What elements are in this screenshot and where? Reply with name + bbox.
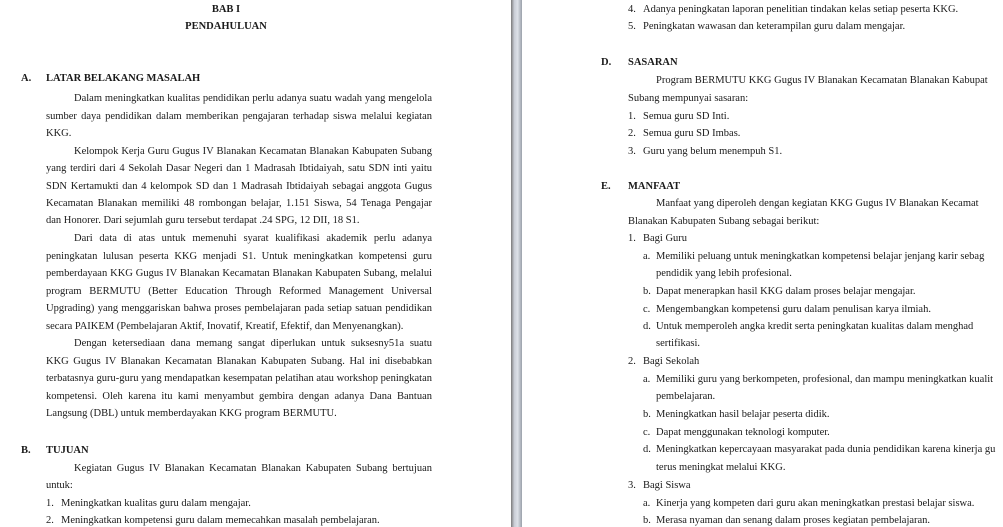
list-item: Merasa nyaman dan senang dalam proses kegiatan pembelajaran. — [656, 515, 931, 526]
paragraph-line: terbatasnya guru-guru yang mendapatkan kesempatan pelatihan atau workshop peningkatan — [46, 373, 432, 384]
list-letter: d. — [643, 321, 651, 332]
paragraph-line: Dengan ketersediaan dana memang sangat diperlukan untuk suksesny51a suatu — [74, 338, 432, 349]
paragraph-line: SDN Kertamukti dan 4 kelompok SD dan 1 Madrasah Ibtidaiyah sebagai anggota Gugus — [46, 181, 432, 192]
paragraph-line: Kecamatan Blanakan memiliki 48 rombongan belajar, 1.151 Siswa, 54 Tenaga Pengajar — [46, 198, 432, 209]
list-number: 1. — [46, 498, 54, 509]
paragraph-line: KKG. — [46, 128, 72, 139]
section-d-title: SASARAN — [628, 57, 678, 68]
list-item: Kinerja yang kompeten dari guru akan meningkatkan prestasi belajar siswa. — [656, 498, 975, 509]
chapter-title: PENDAHULUAN — [185, 21, 267, 32]
list-item: terus meningkat melalui KKG. — [656, 462, 786, 473]
list-item: Semua guru SD Inti. — [643, 111, 730, 122]
paragraph-line: untuk: — [46, 480, 73, 491]
list-item: Meningkatkan kompetensi guru dalam memecahkan masalah pembelajaran. — [61, 515, 380, 526]
list-number: 2. — [46, 515, 54, 526]
list-letter: a. — [643, 498, 651, 509]
paragraph-line: Upgrading) yang menggariskan bahwa proses pembelajaran pada setiap satuan pendidikan — [46, 303, 432, 314]
section-d-label: D. — [601, 57, 612, 68]
list-item: Meningkatkan hasil belajar peserta didik. — [656, 409, 830, 420]
paragraph-line: Dalam meningkatkan kualitas pendidikan perlu adanya suatu wadah yang mengelola — [74, 93, 432, 104]
paragraph-line: Subang mempunyai sasaran: — [628, 93, 749, 104]
paragraph-line: Manfaat yang diperoleh dengan kegiatan KKG Gugus IV Blanakan Kecamat — [656, 198, 979, 209]
paragraph-line: KKG Gugus IV Blanakan Kecamatan Blanakan Kabupaten Subang. Hal ini disebabkan — [46, 356, 432, 367]
section-a-title: LATAR BELAKANG MASALAH — [46, 73, 201, 84]
list-number: 1. — [628, 111, 636, 122]
list-item: Untuk memperoleh angka kredit serta peningkatan kualitas dalam menghad — [656, 321, 974, 332]
section-b-title: TUJUAN — [46, 445, 89, 456]
paragraph-line: Langsung (DBL) untuk memberdayakan KKG program BERMUTU. — [46, 408, 337, 419]
paragraph-line: program BERMUTU (Better Education Through Reformed Management Universal — [46, 286, 432, 297]
list-number: 2. — [628, 128, 636, 139]
list-item: Guru yang belum menempuh S1. — [643, 146, 783, 157]
list-number: 5. — [628, 21, 636, 32]
list-number: 4. — [628, 4, 636, 15]
paragraph-line: dan Honorer. Dari sejumlah guru tersebut terdapat .24 SPG, 12 DII, 18 S1. — [46, 215, 360, 226]
list-item: Memiliki guru yang berkompeten, profesional, dan mampu meningkatkan kualit — [656, 374, 994, 385]
list-letter: a. — [643, 374, 651, 385]
section-a-label: A. — [21, 73, 32, 84]
list-letter: b. — [643, 515, 651, 526]
document-page-right — [522, 0, 1003, 527]
list-number: 3. — [628, 480, 636, 491]
paragraph-line: pemberdayaan KKG Gugus IV Blanakan Kecamatan Blanakan Kabupaten Subang, melalui — [46, 268, 432, 279]
list-number: 1. — [628, 233, 636, 244]
paragraph-line: Kegiatan Gugus IV Blanakan Kecamatan Blanakan Kabupaten Subang bertujuan — [74, 463, 432, 474]
list-item: Meningkatkan kualitas guru dalam mengajar. — [61, 498, 251, 509]
paragraph-line: sumber daya pendidikan dalam memberikan pengajaran terhadap siswa melalui kegiatan — [46, 111, 432, 122]
list-letter: a. — [643, 251, 651, 262]
list-heading: Bagi Guru — [643, 233, 688, 244]
paragraph-line: secara PAIKEM (Pembelajaran Aktif, Inovatif, Kreatif, Efektif, dan Menyenangkan). — [46, 321, 404, 332]
list-letter: c. — [643, 427, 651, 438]
chapter-number: BAB I — [211, 4, 241, 15]
list-number: 3. — [628, 146, 636, 157]
list-item: Semua guru SD Imbas. — [643, 128, 741, 139]
page-gutter — [511, 0, 522, 527]
list-item: Memiliki peluang untuk meningkatkan kompetensi belajar jenjang karir sebag — [656, 251, 985, 262]
list-item: Peningkatan wawasan dan keterampilan guru dalam mengajar. — [643, 21, 906, 32]
list-number: 2. — [628, 356, 636, 367]
section-b-label: B. — [21, 445, 31, 456]
paragraph-line: kompetensi. Oleh karena itu kami menyambut gembira dengan adanya Dana Bantuan — [46, 391, 432, 402]
list-item: Dapat menggunakan teknologi komputer. — [656, 427, 830, 438]
list-item: pembelajaran. — [656, 391, 716, 402]
list-item: Adanya peningkatan laporan penelitian tindakan kelas setiap peserta KKG. — [643, 4, 959, 15]
paragraph-line: yang terdiri dari 4 Sekolah Dasar Negeri dan 1 Madrasah Ibtidaiyah, satu SDN inti yaitu — [46, 163, 432, 174]
section-e-label: E. — [601, 181, 611, 192]
paragraph-line: Blanakan Kabupaten Subang sebagai berikut: — [628, 216, 820, 227]
section-e-title: MANFAAT — [628, 181, 681, 192]
list-letter: d. — [643, 444, 651, 455]
list-item: sertifikasi. — [656, 338, 701, 349]
list-item: Meningkatkan kepercayaan masyarakat pada dunia pendidikan karena kinerja gu — [656, 444, 996, 455]
list-item: Dapat menerapkan hasil KKG dalam proses belajar mengajar. — [656, 286, 916, 297]
list-item: Mengembangkan kompetensi guru dalam penulisan karya ilmiah. — [656, 304, 931, 315]
paragraph-line: Program BERMUTU KKG Gugus IV Blanakan Kecamatan Blanakan Kabupat — [656, 75, 988, 86]
paragraph-line: Kelompok Kerja Guru Gugus IV Blanakan Kecamatan Blanakan Kabupaten Subang — [74, 146, 432, 157]
list-letter: c. — [643, 304, 651, 315]
list-letter: b. — [643, 409, 651, 420]
list-item: pendidik yang lebih profesional. — [656, 268, 792, 279]
paragraph-line: peningkatan lulusan peserta KKG menjadi S1. Untuk meningkatkan kompetensi guru — [46, 251, 432, 262]
paragraph-line: Dari data di atas untuk memenuhi syarat kualifikasi akademik perlu adanya — [74, 233, 432, 244]
list-heading: Bagi Sekolah — [643, 356, 700, 367]
list-heading: Bagi Siswa — [643, 480, 691, 491]
list-letter: b. — [643, 286, 651, 297]
